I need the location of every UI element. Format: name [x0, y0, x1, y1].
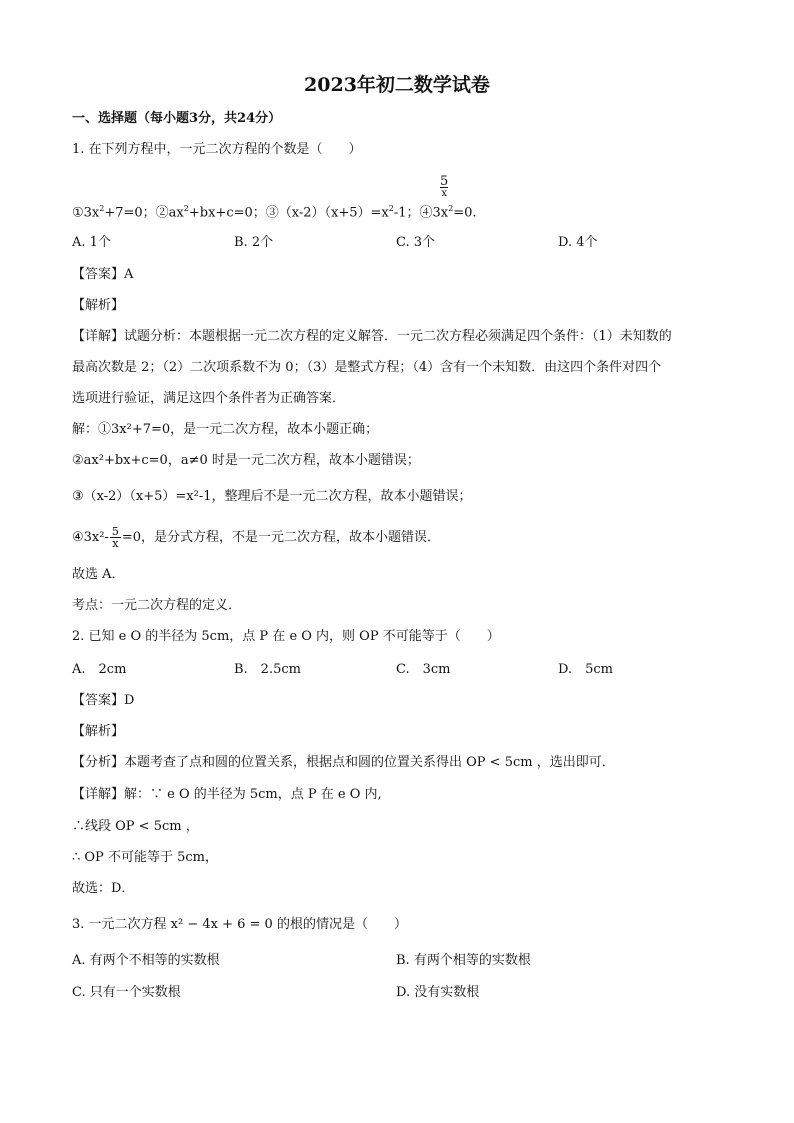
- q2-option-b: B. 2.5cm: [234, 662, 301, 677]
- q1-detail-line3: 选项进行验证，满足这四个条件者为正确答案．: [72, 391, 346, 406]
- q2-detail-line1: 【详解】解：∵ e O 的半径为 5cm，点 P 在 e O 内,: [72, 787, 382, 802]
- q1-solution-4: ④3x²- $\frac{5}{x}$ =0，是分式方程，不是一元二次方程，故本小题错误．: [72, 525, 441, 550]
- fraction-denominator: x: [441, 188, 447, 199]
- q2-stem: 2. 已知 e O 的半径为 5cm，点 P 在 e O 内，则 OP 不可能等于（ ）: [72, 629, 500, 644]
- q1-option-c: C. 3个: [396, 235, 436, 250]
- q1-solution-1: 解：①3x²+7=0，是一元二次方程，故本小题正确；: [72, 422, 379, 437]
- q1-equations: $①3x^2+7=0$；$②ax^2+bx+c=0$；$③(x-2)(x+5)=x^2-1$；$④3x^2=0$.: [72, 204, 477, 221]
- inline-fraction: $\frac{5}{x}$: [111, 525, 119, 550]
- q2-detail-line2: ∴线段 OP < 5cm ，: [72, 819, 199, 834]
- q1-knowledge-point: 考点：一元二次方程的定义．: [72, 598, 242, 613]
- q1-option-a: A. 1个: [72, 235, 111, 250]
- q1-choose: 故选 A．: [72, 567, 125, 582]
- q2-option-c: C. 3cm: [396, 662, 451, 677]
- q1-option-b: B. 2个: [234, 235, 274, 250]
- q1-analysis-heading: 【解析】: [72, 298, 125, 313]
- q1-detail-line2: 最高次数是 2；（2）二次项系数不为 0；（3）是整式方程；（4）含有一个未知数．由这四个条件对四个: [72, 360, 662, 375]
- q2-option-a: A. 2cm: [72, 662, 127, 677]
- q3-option-c: C. 只有一个实数根: [72, 985, 181, 1000]
- q1-detail-line1: 【详解】试题分析：本题根据一元二次方程的定义解答．一元二次方程必须满足四个条件：（1）未知数的: [72, 329, 672, 344]
- fraction-numerator: 5: [440, 174, 449, 189]
- q1-solution-3: ③（x-2）（x+5）=x²-1，整理后不是一元二次方程，故本小题错误；: [72, 489, 472, 504]
- q3-option-b: B. 有两个相等的实数根: [396, 953, 531, 968]
- q2-answer: 【答案】D: [72, 693, 135, 708]
- q2-choose: 故选：D．: [72, 881, 135, 896]
- q1-answer: 【答案】A: [72, 267, 134, 282]
- q2-detail-line3: ∴ OP 不可能等于 5cm，: [72, 850, 218, 865]
- q1-stem: 1. 在下列方程中，一元二次方程的个数是（ ）: [72, 142, 362, 157]
- q3-stem: 3. 一元二次方程 x² − 4x + 6 = 0 的根的情况是（ ）: [72, 917, 407, 932]
- q3-option-d: D. 没有实数根: [396, 985, 480, 1000]
- q1-option-d: D. 4个: [558, 235, 598, 250]
- q1-fraction: [440, 174, 448, 199]
- q1-solution-2: ②ax²+bx+c=0，a≠0 时是一元二次方程，故本小题错误；: [72, 453, 420, 468]
- section-heading: 一、选择题（每小题3分，共24分）: [72, 111, 282, 126]
- q2-option-d: D. 5cm: [558, 662, 613, 677]
- q3-option-a: A. 有两个不相等的实数根: [72, 953, 220, 968]
- page-title: 2023年初二数学试卷: [304, 74, 490, 96]
- q2-analysis-heading: 【解析】: [72, 724, 125, 739]
- q2-analysis: 【分析】本题考查了点和圆的位置关系，根据点和圆的位置关系得出 OP < 5cm ，选出即可．: [72, 755, 615, 770]
